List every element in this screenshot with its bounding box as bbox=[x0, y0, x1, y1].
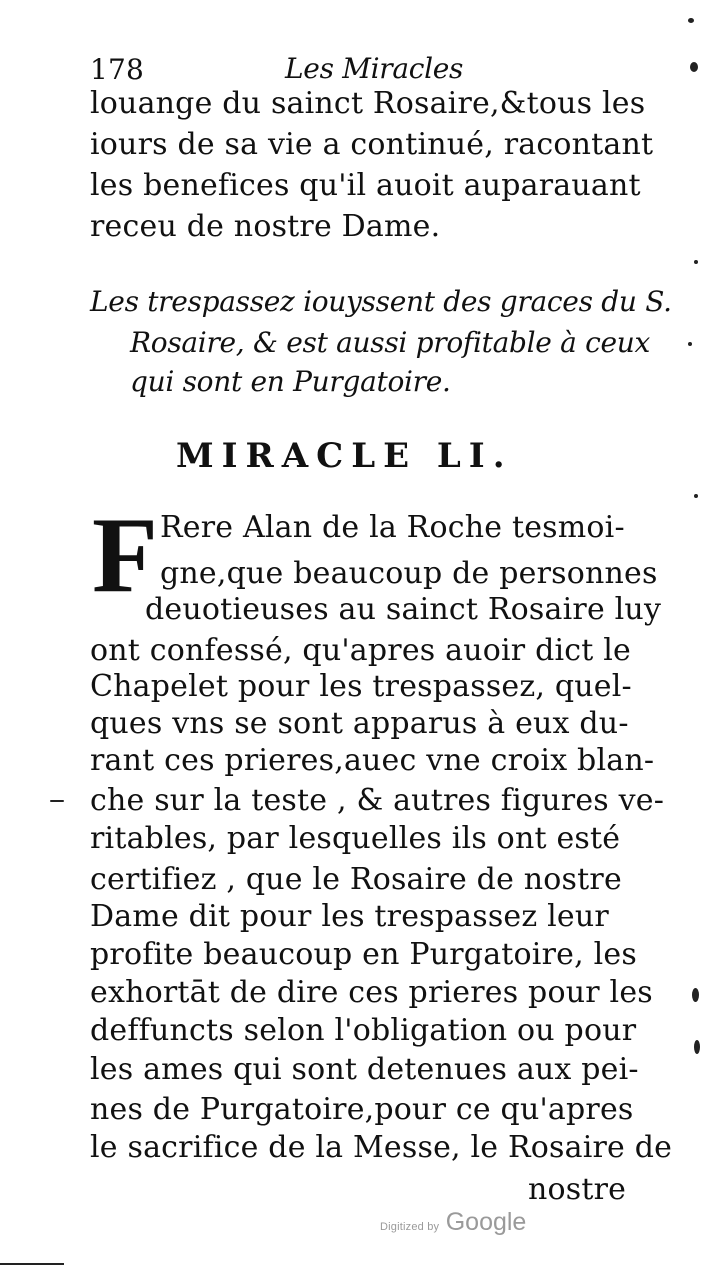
text-line: receu de nostre Dame. bbox=[90, 209, 441, 244]
summary-line: Les trespassez iouyssent des graces du S. bbox=[90, 285, 672, 318]
text-line: deffuncts selon l'obligation ou pour bbox=[90, 1013, 637, 1048]
text-line: louange du sainct Rosaire,&tous les bbox=[90, 86, 646, 121]
summary-line: qui sont en Purgatoire. bbox=[130, 365, 451, 398]
text-line: Rere Alan de la Roche tesmoi- bbox=[160, 510, 625, 545]
scan-speck bbox=[692, 988, 699, 1002]
text-line: nes de Purgatoire,pour ce qu'apres bbox=[90, 1092, 634, 1127]
watermark-prefix: Digitized by bbox=[380, 1221, 440, 1233]
scan-speck bbox=[688, 18, 694, 23]
scan-speck bbox=[694, 1040, 700, 1054]
text-line: exhortāt de dire ces prieres pour les bbox=[90, 975, 653, 1010]
text-line: profite beaucoup en Purgatoire, les bbox=[90, 937, 637, 972]
text-line: les benefices qu'il auoit auparauant bbox=[90, 168, 641, 203]
text-line: iours de sa vie a continué, racontant bbox=[90, 127, 654, 162]
scan-speck bbox=[690, 62, 698, 72]
text-line: Dame dit pour les trespassez leur bbox=[90, 899, 609, 934]
scan-speck bbox=[694, 494, 698, 498]
text-line: gne,que beaucoup de personnes bbox=[160, 556, 658, 591]
text-line: le sacrifice de la Messe, le Rosaire de bbox=[90, 1130, 673, 1165]
catchword: nostre bbox=[528, 1172, 627, 1207]
text-line: che sur la teste , & autres figures ve- bbox=[90, 783, 665, 818]
scan-speck bbox=[688, 342, 692, 346]
text-line: deuotieuses au sainct Rosaire luy bbox=[145, 592, 662, 627]
scan-speck bbox=[694, 260, 698, 264]
text-line: Chapelet pour les trespassez, quel- bbox=[90, 669, 632, 704]
miracle-heading: MIRACLE LI. bbox=[176, 436, 513, 476]
drop-cap: F bbox=[92, 496, 158, 615]
text-line: ont confessé, qu'apres auoir dict le bbox=[90, 633, 632, 668]
running-title: Les Miracles bbox=[285, 52, 464, 85]
digitized-watermark bbox=[380, 1208, 526, 1237]
text-line: rant ces prieres,auec vne croix blan- bbox=[90, 743, 655, 778]
text-line: les ames qui sont detenues aux pei- bbox=[90, 1052, 639, 1087]
bottom-rule bbox=[0, 1263, 64, 1265]
scan-speck bbox=[50, 800, 64, 802]
watermark-brand: Google bbox=[445, 1208, 527, 1236]
text-line: ritables, par lesquelles ils ont esté bbox=[90, 821, 621, 856]
page-number: 178 bbox=[90, 53, 145, 86]
text-line: ques vns se sont apparus à eux du- bbox=[90, 706, 629, 741]
text-line: certifiez , que le Rosaire de nostre bbox=[90, 862, 622, 897]
summary-line: Rosaire, & est aussi profitable à ceux bbox=[130, 326, 650, 359]
